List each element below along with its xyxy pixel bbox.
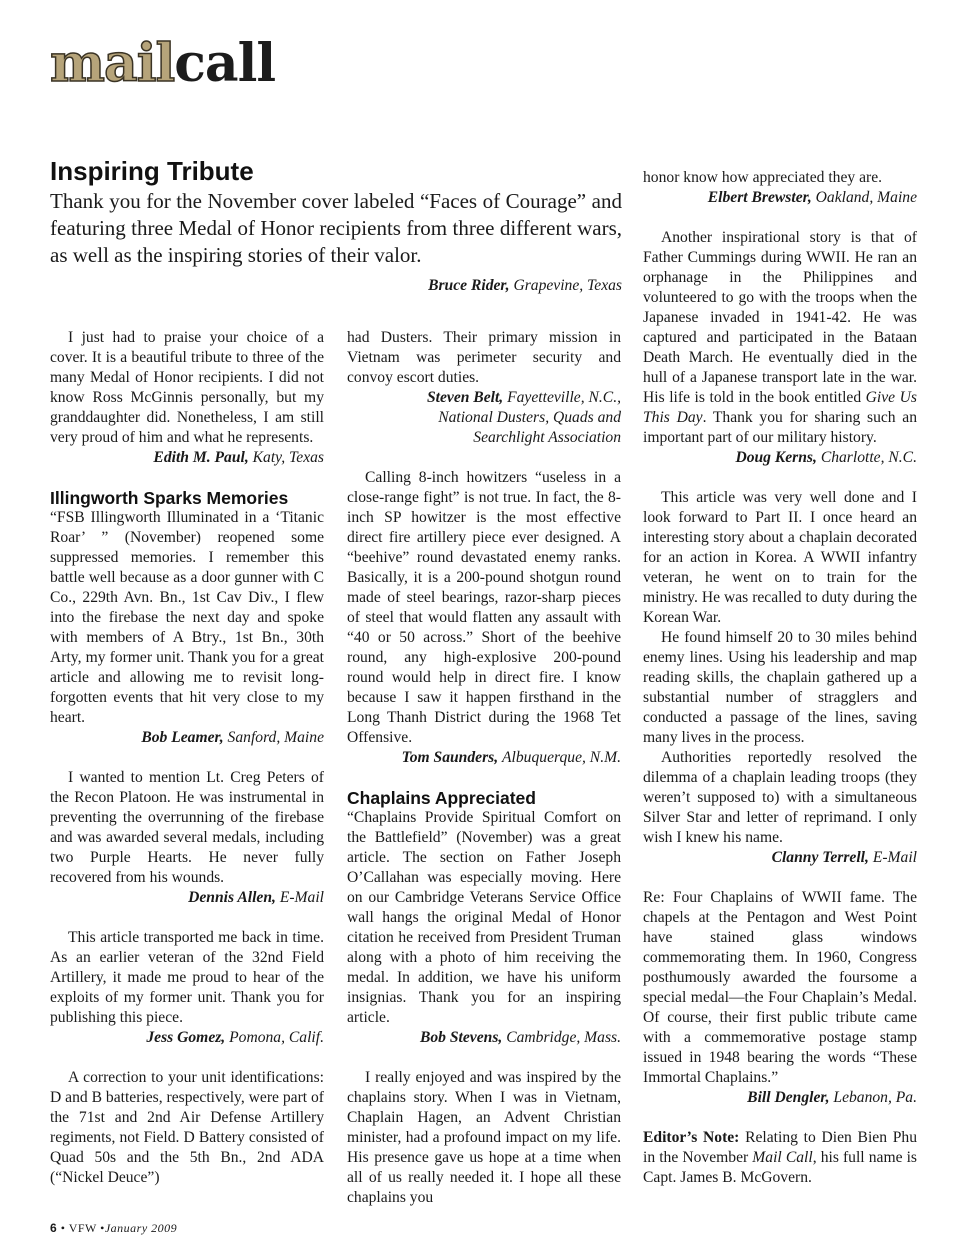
letter-gomez-body: This article transported me back in time. As an earlier veteran of the 32nd Field Artillery, it made me proud to hear of the exploits of my former unit. Thank you for publishing this piece. [50, 929, 324, 1026]
letter-leamer-signature: Bob Leamer, Sanford, Maine [141, 729, 324, 746]
letter-terrell-body-3: Authorities reportedly resolved the dilemma of a chaplain leading troops (they weren’t supposed to) with a simultaneous Silver Star and letter of reprimand. I only wish I knew his name. [643, 749, 917, 846]
page-number: 6 [50, 1221, 58, 1235]
letter-kerns-signature: Doug Kerns, Charlotte, N.C. [735, 449, 917, 466]
letter-gomez-signature: Jess Gomez, Pomona, Calif. [146, 1029, 324, 1046]
letter-paul-signature: Edith M. Paul, Katy, Texas [153, 449, 324, 466]
section-heading-chaplains: Chaplains Appreciated [347, 788, 536, 808]
letter-saunders-signature: Tom Saunders, Albuquerque, N.M. [401, 749, 621, 766]
issue-date: January 2009 [104, 1221, 178, 1235]
lead-letter-heading: Inspiring Tribute [50, 156, 254, 186]
letter-leamer-body: “FSB Illingworth Illuminated in a ‘Titanic Roar’ ” (November) reopened some suppressed memories. I remember this battle well because as a door gunner with C Co., 229th Avn. Bn., 1st Cav Div., I flew into the firebase the next day and spoke with members of A Btry., 1st Bn., 30th Arty, my former unit. Thank you for a great article and allowing me to revisit long-forgotten events that hit very close to my heart. [50, 509, 324, 726]
letter-saunders-body: Calling 8-inch howitzers “useless in a close-range fight” is not true. In fact, the 8-inch SP howitzer is the most effective direct fire artillery piece ever designed. A “beehive” round devastated enemy ranks. Basically, it is a 200-pound shotgun round made of steel bearings, razor-sharp pieces of steel that would flatten any assault with “40 or 50 across.” Short of the beehive round, any high-explosive 200-pound round would help in direct fire. I know because I saw it happen firsthand in the Long Thanh District during the 1968 Tet Offensive. [347, 469, 621, 746]
footer-separator-2: • [100, 1221, 105, 1235]
letter-terrell-body-2: He found himself 20 to 30 miles behind enemy lines. Using his leadership and map reading skills, the chaplain gathered up a substantial number of stragglers and conducted a passage of the lines, saving many lives in the process. [643, 629, 917, 746]
letter-correction-body: A correction to your unit identifications: D and B batteries, respectively, were part of the 71st and 2nd Air Defense Artillery regiments, not Field. D Battery consisted of Quad 50s and the 5th Bn., 2nd ADA (“Nickel Deuce”) [50, 1069, 324, 1186]
letter-hagen-body: I really enjoyed and was inspired by the chaplains story. When I was in Vietnam, Chaplain Hagen, an Advent Christian minister, had a profound impact on my life. His presence gave us hope at a time when all of us really needed it. I hope all these chaplains you [347, 1069, 621, 1206]
letter-dengler-signature: Bill Dengler, Lebanon, Pa. [747, 1089, 917, 1106]
page-footer [50, 1221, 177, 1236]
letter-terrell-signature: Clanny Terrell, E-Mail [771, 849, 917, 866]
letter-dengler-body: Re: Four Chaplains of WWII fame. The chapels at the Pentagon and West Point have stained glass windows commemorating them. In 1960, Congress posthumously awarded the foursome a special medal—the Four Chaplain’s Medal. Of course, their first public tribute came with a commemorative postage stamp issued in 1948 bearing the words “These Immortal Chaplains.” [643, 889, 917, 1086]
letter-kerns-body: Another inspirational story is that of Father Cummings during WWII. He ran an orphanage in the Philippines and volunteered to go with the troops when the Japanese invaded in 1941-42. He was captured and participated in the Bataan Death March. He eventually died in the hull of a Japanese transport late in the war. His life is told in the book entitled Give Us This Day. Thank you for sharing such an important part of our military history. [643, 229, 918, 446]
footer-separator: • [60, 1221, 66, 1235]
letter-brewster-body: honor know how appreciated they are. [643, 169, 883, 186]
letter-paul-body: I just had to praise your choice of a cover. It is a beautiful tribute to three of the many Medal of Honor recipients. I did not know Ross McGinnis personally, but my granddaughter did. Nonetheless, I am still very proud of him and what he represents. [50, 329, 324, 446]
letter-allen-body: I wanted to mention Lt. Creg Peters of the Recon Platoon. He was instrumental in preventing the overrunning of the firebase and was awarded several medals, including two Purple Hearts. He never fully recovered from his wounds. [50, 769, 324, 886]
mailcall-masthead [50, 33, 276, 94]
letter-brewster-signature: Elbert Brewster, Oakland, Maine [707, 189, 917, 206]
column-3 [643, 168, 917, 1188]
lead-letter-signature: Bruce Rider, Grapevine, Texas [428, 277, 622, 294]
letter-allen-signature: Dennis Allen, E-Mail [188, 889, 324, 906]
editors-note: Editor’s Note: Relating to Dien Bien Phu in the November Mail Call, his full name is Capt. James B. McGovern. [643, 1129, 917, 1186]
masthead-call: call [174, 33, 276, 94]
column-2 [347, 328, 621, 1208]
letter-terrell-body-1: This article was very well done and I look forward to Part II. I once heard an interesting story about a chaplain decorated for an action in Korea. A WWII infantry veteran, he went on to train for the ministry. He was recalled to duty during the Korean War. [643, 489, 917, 626]
section-heading-illingworth: Illingworth Sparks Memories [50, 488, 289, 508]
column-1 [50, 328, 324, 1188]
letter-stevens-signature: Bob Stevens, Cambridge, Mass. [419, 1029, 621, 1046]
lead-letter-body: Thank you for the November cover labeled “Faces of Courage” and featuring three Medal of Honor recipients from three different wars, as well as the inspiring stories of their valor. [50, 189, 622, 267]
letter-belt-signature: Steven Belt, Fayetteville, N.C., National Dusters, Quads and Searchlight Association [426, 389, 621, 446]
letter-stevens-body: “Chaplains Provide Spiritual Comfort on the Battlefield” (November) was a great article. The section on Father Joseph O’Callahan was especially moving. Here on our Cambridge Veterans Service Office wall hangs the original Medal of Honor citation he received from President Truman along with a photo of him receiving the medal. In addition, we have his uniform insignias. Thank you for an inspiring article. [347, 809, 621, 1026]
letter-belt-body: had Dusters. Their primary mission in Vietnam was perimeter security and convoy escort duties. [347, 329, 621, 386]
magazine-name: VFW [68, 1221, 97, 1235]
masthead-mail: mail [50, 33, 175, 94]
